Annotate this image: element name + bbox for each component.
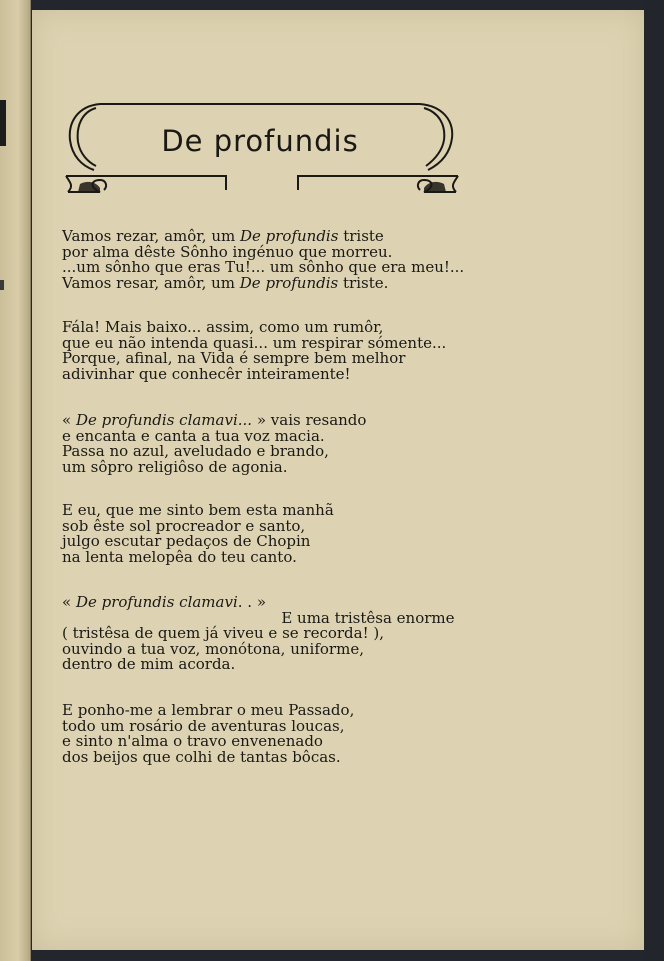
verse-line: e encanta e canta a tua voz macia.: [62, 426, 325, 445]
verse-line: ...um sônho que eras Tu!... um sônho que era meu!...: [62, 258, 465, 276]
verse-line: julgo escutar pedaços de Chopin: [62, 532, 311, 550]
verse-line: E eu, que me sinto bem esta manhã: [62, 501, 334, 519]
verse-line: Vamos resar, amôr, um De profundis triste.: [62, 273, 389, 292]
verse-line: sob êste sol procreador e santo,: [62, 516, 306, 535]
poem-title: De profundis: [161, 124, 359, 158]
page-mark: [0, 280, 4, 290]
verse-line: um sôpro religiôso de agonia.: [62, 457, 288, 476]
verse-line: Vamos rezar, amôr, um De profundis triste: [62, 227, 384, 245]
verse-line: ( tristêsa de quem já viveu e se recorda! ),: [62, 624, 385, 642]
verse-line: Porque, afinal, na Vida é sempre bem melhor: [62, 349, 406, 367]
verse-line: todo um rosário de aventuras loucas,: [62, 716, 345, 735]
verse-line: que eu não intenda quasi... um respirar sómente...: [62, 333, 447, 352]
verse-line: E uma tristêsa enorme: [62, 608, 455, 627]
verse-line: Fála! Mais baixo... assim, como um rumôr,: [62, 318, 384, 336]
verse-line: « De profundis clamavi... » vais resando: [62, 411, 367, 429]
verse-line: ouvindo a tua voz, monótona, uniforme,: [62, 639, 364, 658]
verse-line: por alma dêste Sônho ingénuo que morreu.: [62, 242, 393, 261]
verse-line: E ponho-me a lembrar o meu Passado,: [62, 701, 355, 719]
page-mark: [0, 100, 6, 146]
background-edge: [644, 0, 664, 961]
verse-line: dentro de mim acorda.: [62, 655, 236, 673]
verse-line: adivinhar que conhecêr inteiramente!: [62, 364, 351, 383]
stanza-1: [62, 229, 464, 291]
stanza-3: [62, 413, 366, 475]
verse-line: na lenta melopêa do teu canto.: [62, 547, 297, 566]
verse-line: e sinto n'alma o travo envenenado: [62, 732, 323, 750]
verse-line: Passa no azul, aveludado e brando,: [62, 442, 329, 460]
stanza-6: [62, 703, 354, 765]
stanza-4: [62, 503, 334, 565]
verse-line: « De profundis clamavi. . »: [62, 593, 266, 611]
stanza-5: [62, 595, 455, 673]
verse-line: dos beijos que colhi de tantas bôcas.: [62, 747, 341, 766]
adjacent-page-edge: [0, 0, 31, 961]
stanza-2: [62, 320, 446, 382]
